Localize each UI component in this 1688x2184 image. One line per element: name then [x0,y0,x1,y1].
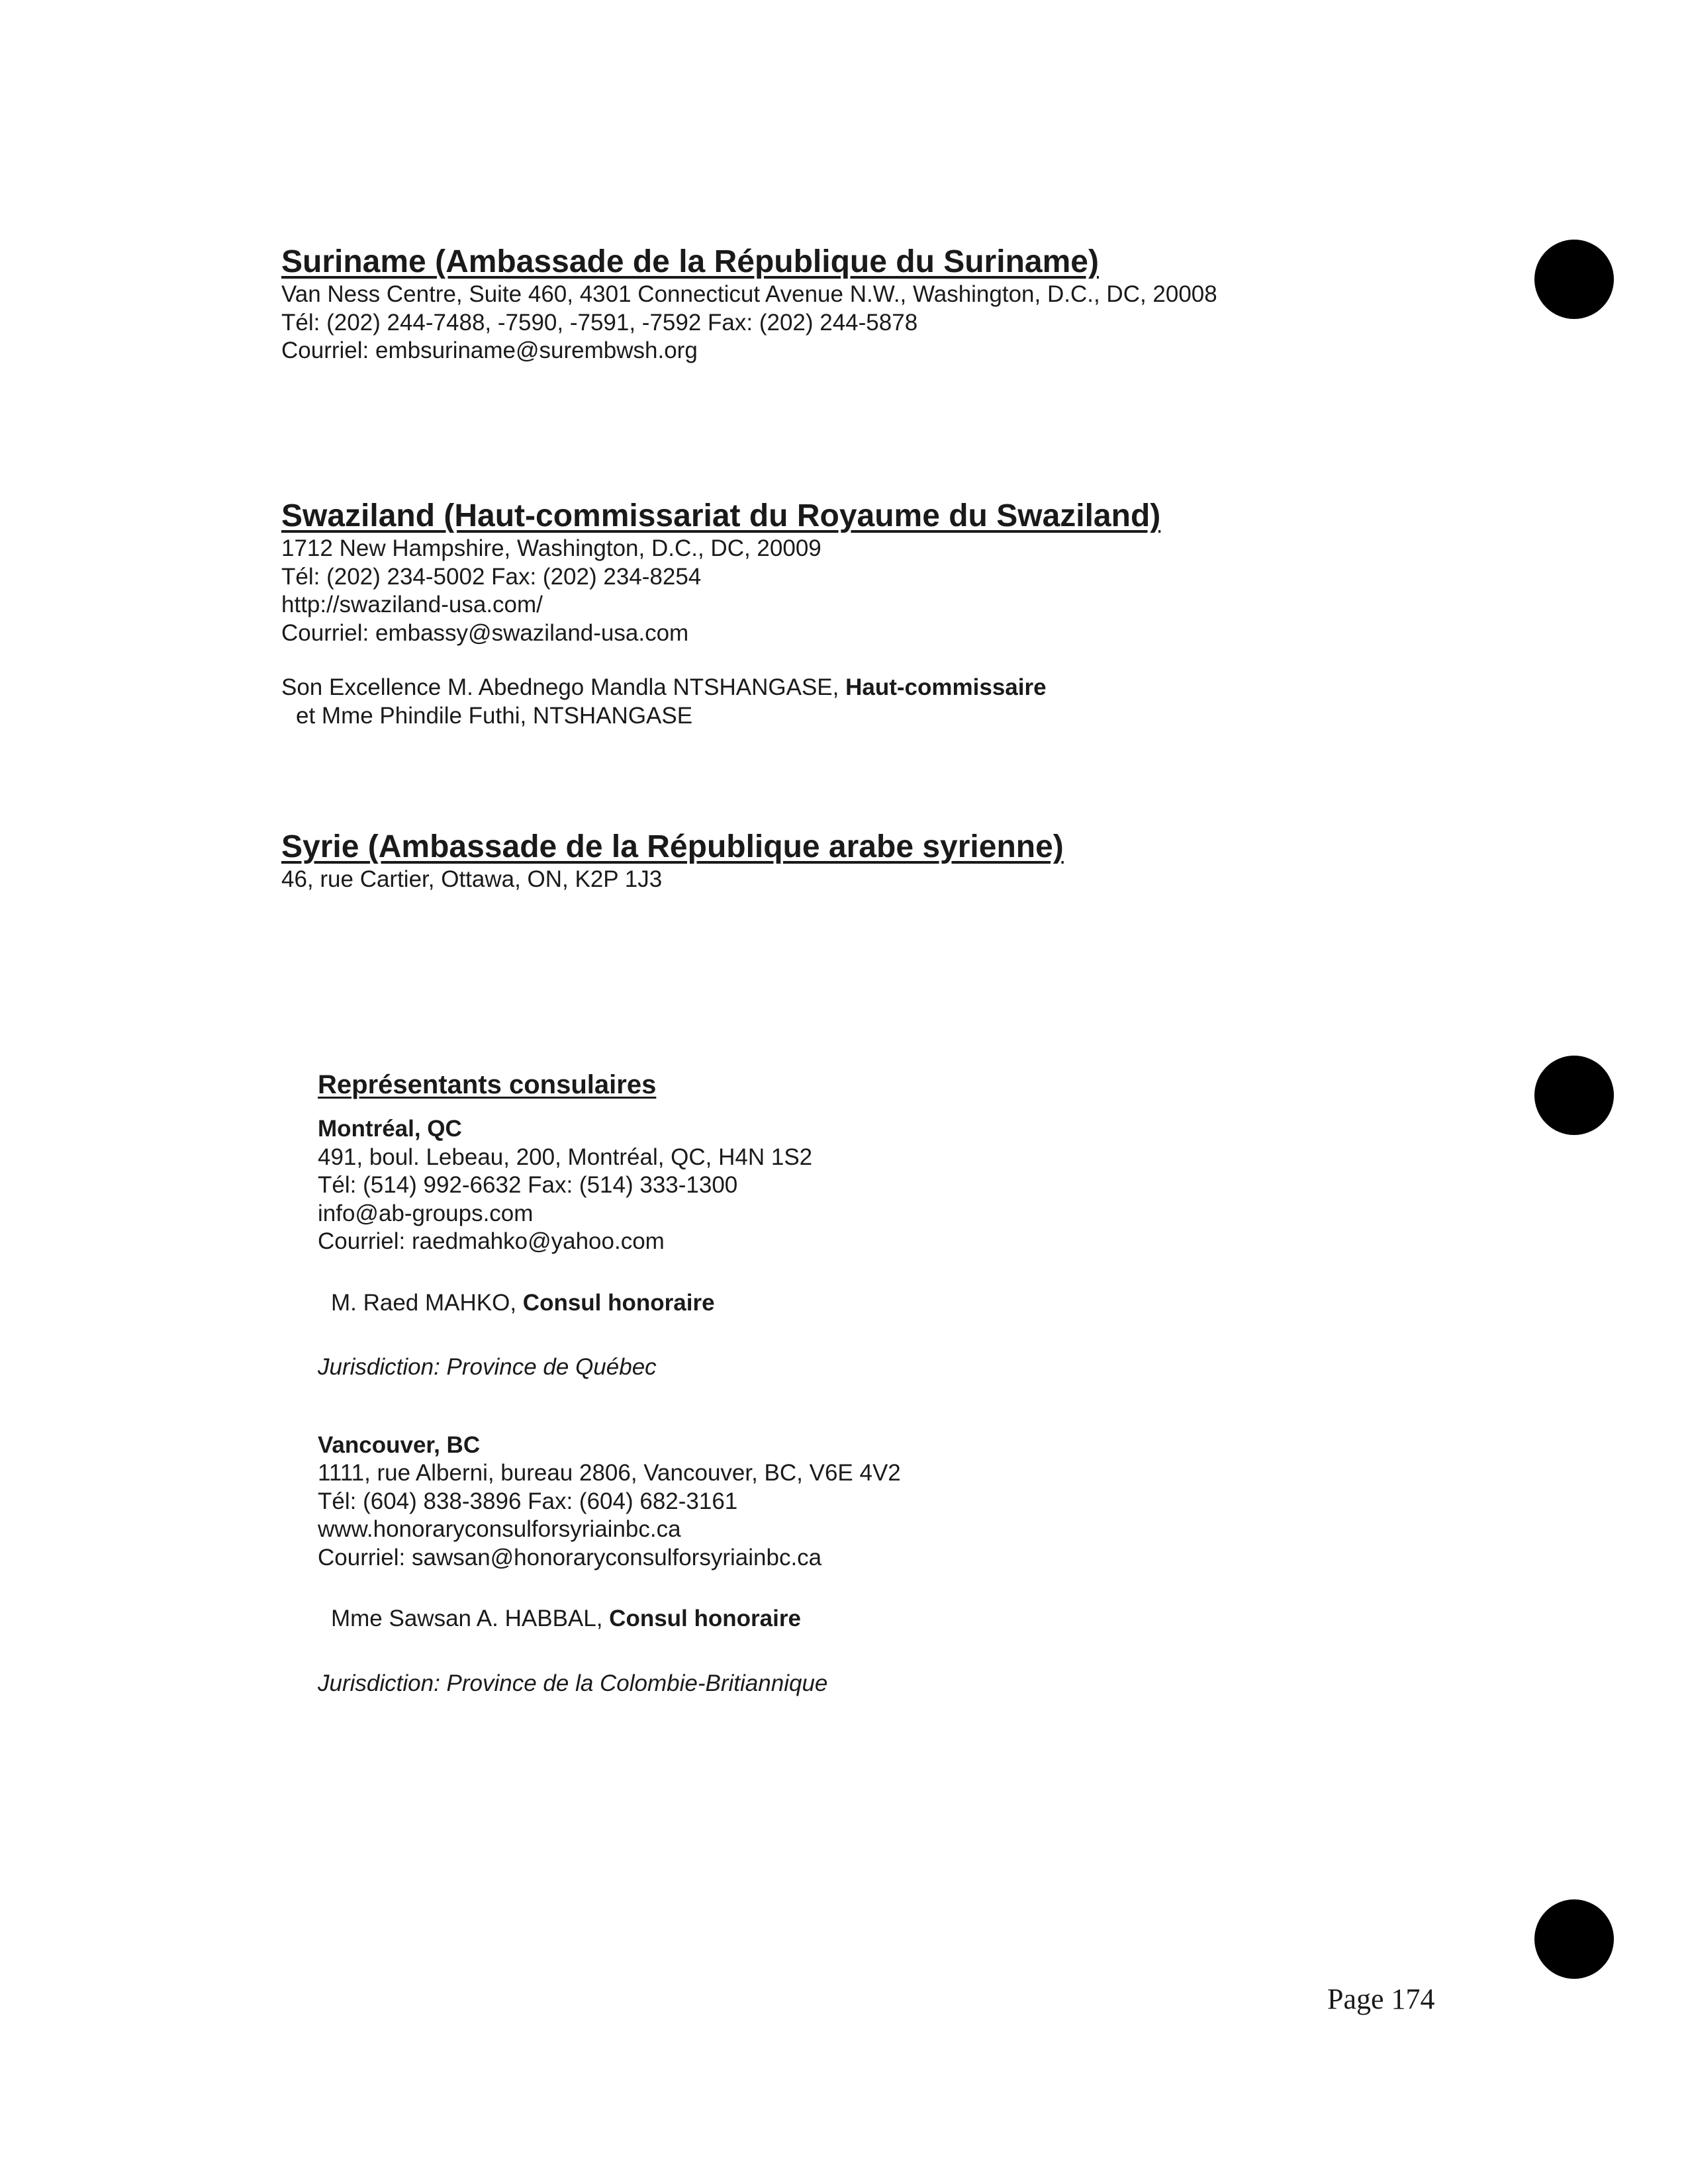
montreal-city: Montréal, QC [318,1116,462,1142]
swaziland-spouse: et Mme Phindile Futhi, NTSHANGASE [296,702,693,729]
montreal-person [318,1289,1509,1318]
montreal-jurisdiction: Jurisdiction: Province de Québec [318,1354,657,1380]
punch-hole-top [1534,240,1614,319]
consular-heading: Représentants consulaires [318,1070,657,1099]
montreal-person-title: Consul honoraire [522,1289,715,1316]
swaziland-email: Courriel: embassy@swaziland-usa.com [281,619,689,646]
montreal-address: 491, boul. Lebeau, 200, Montréal, QC, H4N 1S2 [318,1144,813,1170]
montreal-email: Courriel: raedmahko@yahoo.com [318,1228,665,1254]
syrie-entry [281,829,1506,894]
vancouver-email: Courriel: sawsan@honoraryconsulforsyriainbc.ca [318,1544,822,1570]
vancouver-city: Vancouver, BC [318,1432,481,1458]
swaziland-website: http://swaziland-usa.com/ [281,592,543,617]
punch-hole-middle [1534,1056,1614,1135]
swaziland-heading: Swaziland (Haut-commissariat du Royaume du Swaziland) [281,498,1161,533]
vancouver-person-title: Consul honoraire [609,1606,801,1631]
consular-section [318,1069,1509,1698]
montreal-website: info@ab-groups.com [318,1200,534,1226]
vancouver-phone: Tél: (604) 838-3896 Fax: (604) 682-3161 [318,1488,738,1514]
syrie-heading: Syrie (Ambassade de la République arabe syrienne) [281,829,1064,864]
vancouver-address: 1111, rue Alberni, bureau 2806, Vancouver, BC, V6E 4V2 [318,1460,901,1486]
suriname-entry [281,244,1506,365]
montreal-person-name: M. Raed MAHKO, [331,1289,523,1316]
vancouver-entry [318,1432,1509,1698]
montreal-phone: Tél: (514) 992-6632 Fax: (514) 333-1300 [318,1172,738,1198]
page-number: Page 174 [1327,1983,1435,2015]
swaziland-address: 1712 New Hampshire, Washington, D.C., DC, 20009 [281,535,821,561]
suriname-phone: Tél: (202) 244-7488, -7590, -7591, -7592 Fax: (202) 244-5878 [281,309,918,336]
vancouver-website: www.honoraryconsulforsyriainbc.ca [318,1516,681,1542]
punch-hole-bottom [1534,1899,1614,1979]
swaziland-person-name: Son Excellence M. Abednego Mandla NTSHANGASE, [281,674,846,700]
swaziland-entry [281,498,1506,730]
syrie-address: 46, rue Cartier, Ottawa, ON, K2P 1J3 [281,866,663,892]
swaziland-person-title: Haut-commissaire [845,674,1047,700]
vancouver-person-name: Mme Sawsan A. HABBAL, [331,1606,610,1631]
suriname-email: Courriel: embsuriname@surembwsh.org [281,338,698,363]
suriname-heading: Suriname (Ambassade de la République du Suriname) [281,244,1099,279]
swaziland-person [281,674,1506,702]
suriname-address: Van Ness Centre, Suite 460, 4301 Connecticut Avenue N.W., Washington, D.C., DC, 20008 [281,281,1217,307]
swaziland-phone: Tél: (202) 234-5002 Fax: (202) 234-8254 [281,563,702,590]
montreal-entry [318,1115,1509,1382]
vancouver-jurisdiction: Jurisdiction: Province de la Colombie-Britiannique [318,1670,828,1696]
vancouver-person [318,1605,1509,1633]
